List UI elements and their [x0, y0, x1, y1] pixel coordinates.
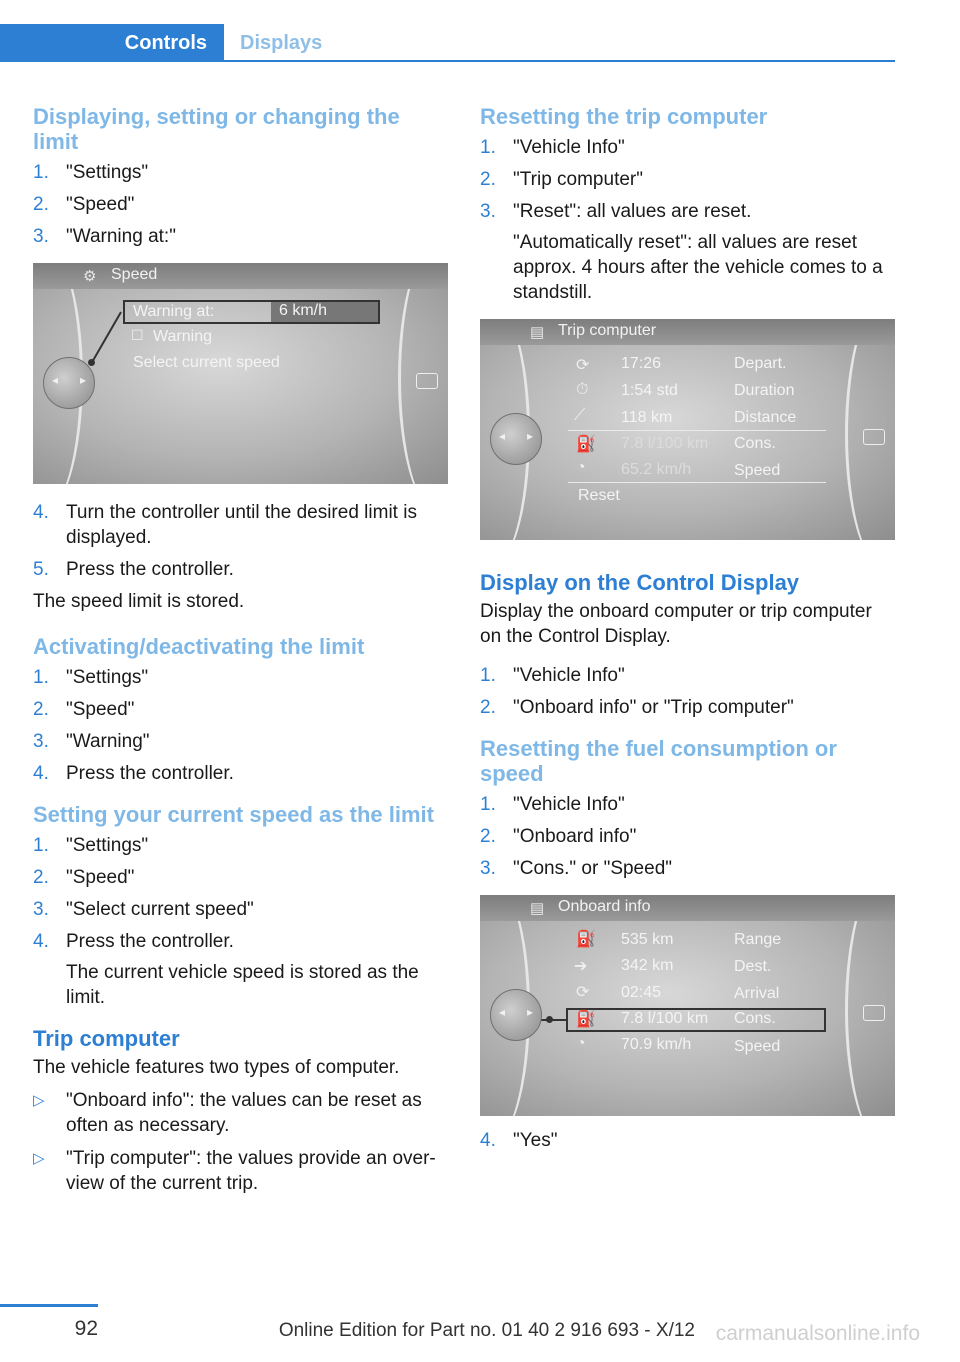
step-number: 2. — [33, 194, 49, 215]
fuel-pump-icon: ⛽ — [576, 1011, 596, 1028]
onboard-label: Dest. — [734, 958, 772, 975]
speedometer-icon: ◔ — [576, 1035, 586, 1052]
divider — [568, 482, 826, 483]
fuel-pump-icon: ⛽ — [576, 931, 596, 948]
trip-value: 1:54 std — [621, 382, 678, 399]
header-tabs — [0, 24, 895, 62]
step-text: "Trip computer" — [513, 169, 643, 190]
pointer-line — [90, 312, 122, 365]
option-button-icon — [863, 1005, 885, 1021]
checkbox-icon: ☐ — [131, 327, 144, 343]
list-item — [480, 695, 896, 720]
screen-title: Onboard info — [558, 898, 651, 915]
step-number: 5. — [33, 559, 49, 580]
step-number: 3. — [480, 858, 496, 879]
pointer-dot — [88, 359, 95, 366]
step-text: "Vehicle Info" — [513, 665, 625, 686]
trip-computer-screen-image — [480, 319, 895, 540]
onboard-info-screen-image — [480, 895, 895, 1116]
trip-label: Speed — [734, 462, 781, 479]
list-item — [33, 865, 449, 890]
current-speed-steps — [33, 833, 449, 1010]
tab-displays[interactable]: Displays — [240, 32, 323, 54]
controller-knob-icon: ◂ ▸ — [490, 413, 542, 465]
divider — [568, 430, 826, 431]
list-item — [480, 792, 896, 817]
step-text: Press the controller. — [66, 559, 234, 580]
section-heading-trip-computer: Trip computer — [33, 1026, 180, 1051]
step-number: 1. — [33, 162, 49, 183]
step-text: "Onboard info" — [513, 826, 637, 847]
control-display-intro: Display the onboard computer or trip computer on the Control Display. — [480, 601, 872, 647]
list-item — [33, 665, 449, 690]
step-number: 1. — [480, 137, 496, 158]
step-note: "Automatically reset": all values are reset approx. 4 hours after the vehicle comes to a standstill. — [513, 232, 883, 303]
list-item — [480, 167, 896, 192]
limit-steps-continued — [33, 500, 449, 582]
controller-knob-icon: ◂ ▸ — [43, 357, 95, 409]
list-item — [480, 856, 896, 881]
step-text: Press the controller. — [66, 931, 234, 952]
onboard-label: Cons. — [734, 1010, 776, 1027]
step-text: "Yes" — [513, 1130, 558, 1151]
trip-label: Cons. — [734, 435, 776, 452]
step-text: "Cons." or "Speed" — [513, 858, 673, 879]
step-text: "Speed" — [66, 867, 135, 888]
step-number: 3. — [33, 226, 49, 247]
list-item — [33, 729, 449, 754]
arrow-right-icon: ➔ — [574, 958, 588, 975]
step-text: "Settings" — [66, 162, 149, 183]
pointer-line — [538, 1019, 568, 1021]
list-item — [480, 199, 896, 305]
step-number: 2. — [33, 699, 49, 720]
speed-screen-image — [33, 263, 448, 484]
car-info-icon: ▤ — [530, 900, 545, 917]
pointer-dot — [546, 1016, 553, 1023]
step-number: 2. — [480, 826, 496, 847]
bullet-text: "Trip computer": the values provide an overview of the current trip. — [66, 1148, 436, 1194]
trip-computer-intro: The vehicle features two types of computer. — [33, 1057, 400, 1078]
section-heading-reset-consumption: Resetting the fuel consumption or speed — [480, 736, 837, 786]
stopwatch-icon: ⏱ — [576, 381, 589, 398]
onboard-value: 02:45 — [621, 984, 662, 1001]
step-number: 4. — [33, 502, 49, 523]
list-item — [33, 224, 449, 249]
list-item — [33, 697, 449, 722]
list-item — [33, 929, 449, 1010]
step-number: 2. — [480, 697, 496, 718]
step-number: 2. — [33, 867, 49, 888]
reset-menu-item: Reset — [578, 487, 620, 504]
trip-label: Distance — [734, 409, 797, 426]
onboard-value: 70.9 km/h — [621, 1036, 692, 1053]
departure-icon: ⟳ — [576, 357, 590, 374]
triangle-bullet-icon: ▷ — [33, 1092, 45, 1109]
section-heading-limit: Displaying, setting or changing the limit — [33, 104, 400, 154]
onboard-value: 535 km — [621, 931, 674, 948]
section-heading-activate: Activating/deactivating the limit — [33, 634, 365, 659]
gear-icon: ⚙ — [83, 268, 97, 285]
fuel-pump-icon: ⛽ — [576, 436, 596, 453]
onboard-label: Speed — [734, 1038, 781, 1055]
step-number: 4. — [480, 1130, 496, 1151]
step-text: "Settings" — [66, 835, 149, 856]
step-number: 3. — [33, 731, 49, 752]
step-text: "Warning at:" — [66, 226, 176, 247]
car-info-icon: ▤ — [530, 324, 545, 341]
section-heading-current-speed: Setting your current speed as the limit — [33, 802, 434, 827]
speedometer-icon: ◔ — [576, 459, 586, 476]
tab-controls[interactable]: Controls — [0, 24, 224, 62]
option-button-icon — [416, 373, 438, 389]
trip-value: 17:26 — [621, 355, 662, 372]
warning-checkbox-label: Warning — [153, 328, 212, 345]
step-text: "Select current speed" — [66, 899, 254, 920]
left-column — [33, 104, 449, 1204]
list-item — [480, 824, 896, 849]
triangle-bullet-icon: ▷ — [33, 1150, 45, 1167]
step-number: 4. — [33, 763, 49, 784]
trip-value: 65.2 km/h — [621, 461, 692, 478]
onboard-label: Range — [734, 931, 782, 948]
step-number: 3. — [480, 201, 496, 222]
list-item — [33, 500, 449, 550]
list-item — [33, 761, 449, 786]
bullet-text: "Onboard info": the values can be reset as often as necessary. — [66, 1090, 422, 1136]
screen-title: Speed — [111, 266, 158, 283]
step-text: "Vehicle Info" — [513, 137, 625, 158]
step-number: 2. — [480, 169, 496, 190]
trip-value: 7.8 l/100 km — [621, 435, 709, 452]
step-text: Press the controller. — [66, 763, 234, 784]
computer-types-list — [33, 1088, 449, 1196]
step-number: 1. — [480, 665, 496, 686]
arrival-icon: ⟳ — [576, 984, 590, 1001]
watermark: carmanualsonline.info — [715, 1322, 920, 1345]
step-number: 1. — [33, 835, 49, 856]
activate-steps — [33, 665, 449, 786]
list-item — [33, 1146, 449, 1196]
footer-rule — [0, 1304, 98, 1307]
edition-note: Online Edition for Part no. 01 40 2 916 693 - X/12 — [278, 1320, 695, 1341]
step-number: 1. — [480, 794, 496, 815]
trip-label: Depart. — [734, 355, 787, 372]
list-item — [33, 897, 449, 922]
limit-steps — [33, 160, 449, 249]
onboard-value: 342 km — [621, 957, 674, 974]
step-note: The current vehicle speed is stored as the limit. — [66, 962, 419, 1008]
select-current-speed-label: Select current speed — [133, 354, 280, 371]
list-item — [480, 1128, 896, 1153]
control-display-steps — [480, 663, 896, 720]
step-text: "Warning" — [66, 731, 150, 752]
controller-knob-icon: ◂ ▸ — [490, 989, 542, 1041]
list-item — [33, 833, 449, 858]
option-button-icon — [863, 429, 885, 445]
step-text: "Onboard info" or "Trip computer" — [513, 697, 794, 718]
reset-consumption-steps — [480, 792, 896, 881]
list-item — [480, 135, 896, 160]
step-number: 1. — [33, 667, 49, 688]
step-text: "Reset": all values are reset. — [513, 201, 752, 222]
reset-consumption-steps-continued — [480, 1128, 896, 1153]
trip-value: 118 km — [621, 409, 673, 426]
road-icon: ⟋ — [574, 407, 586, 424]
section-heading-reset-trip: Resetting the trip computer — [480, 104, 768, 129]
list-item — [33, 192, 449, 217]
screen-title: Trip computer — [558, 322, 657, 339]
right-column — [480, 104, 896, 1160]
step-text: "Settings" — [66, 667, 149, 688]
onboard-label: Arrival — [734, 985, 780, 1002]
step-number: 4. — [33, 931, 49, 952]
list-item — [480, 663, 896, 688]
list-item — [33, 557, 449, 582]
step-text: "Vehicle Info" — [513, 794, 625, 815]
step-text: Turn the controller until the desired limit is displayed. — [66, 502, 417, 548]
step-text: "Speed" — [66, 194, 135, 215]
step-text: "Speed" — [66, 699, 135, 720]
list-item — [33, 1088, 449, 1138]
list-item — [33, 160, 449, 185]
warning-at-value: 6 km/h — [279, 302, 328, 319]
limit-stored-text: The speed limit is stored. — [33, 591, 245, 612]
section-heading-control-display: Display on the Control Display — [480, 570, 800, 595]
reset-trip-steps — [480, 135, 896, 305]
step-number: 3. — [33, 899, 49, 920]
onboard-value: 7.8 l/100 km — [621, 1010, 709, 1027]
warning-at-label: Warning at: — [133, 303, 215, 320]
page-number: 92 — [74, 1317, 98, 1340]
trip-label: Duration — [734, 382, 795, 399]
